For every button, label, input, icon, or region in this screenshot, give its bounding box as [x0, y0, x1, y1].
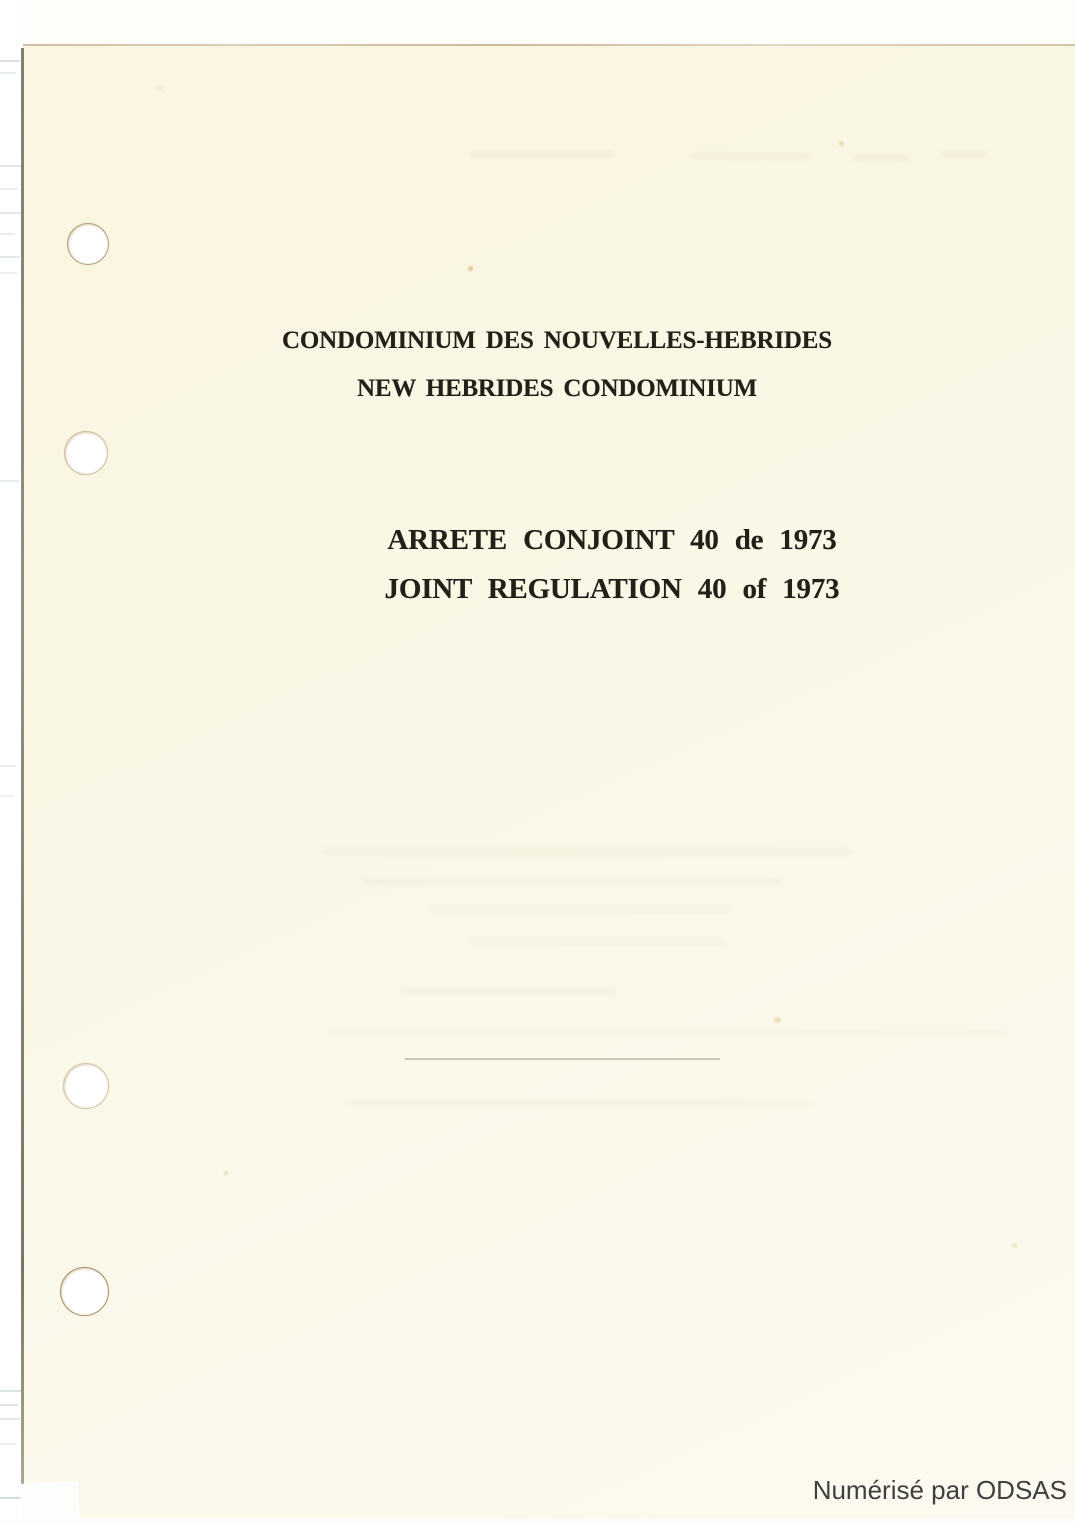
- punch-hole: [67, 223, 109, 265]
- scan-line: [0, 212, 21, 214]
- scan-line: [0, 256, 20, 258]
- scan-line: [0, 188, 18, 190]
- punch-hole: [64, 431, 108, 475]
- page-corner-cutoff: [20, 1481, 80, 1524]
- scan-line: [0, 1404, 18, 1406]
- scan-line: [0, 1418, 20, 1420]
- scan-line: [0, 480, 19, 482]
- scan-line: [0, 165, 22, 167]
- scan-line: [0, 233, 15, 235]
- scan-line: [0, 1390, 21, 1392]
- scan-line: [0, 272, 17, 274]
- scan-line: [0, 765, 16, 767]
- scan-line: [0, 60, 20, 62]
- scan-line: [0, 72, 16, 74]
- scan-line: [0, 1497, 23, 1499]
- punch-hole: [63, 1063, 109, 1109]
- scanned-page: [23, 46, 1075, 1519]
- scan-line: [0, 1443, 16, 1445]
- document-title-french: CONDOMINIUM DES NOUVELLES-HEBRIDES: [282, 327, 832, 354]
- page-left-edge: [21, 48, 24, 1484]
- regulation-title-english: JOINT REGULATION 40 of 1973: [384, 573, 840, 605]
- page-top-edge: [23, 44, 1075, 46]
- regulation-title-french: ARRETE CONJOINT 40 de 1973: [387, 524, 837, 556]
- punch-hole: [60, 1267, 109, 1316]
- odsas-watermark: Numérisé par ODSAS: [812, 1475, 1067, 1505]
- scanner-strip: [0, 0, 23, 1519]
- document-title-english: NEW HEBRIDES CONDOMINIUM: [356, 375, 758, 402]
- scan-line: [0, 795, 14, 797]
